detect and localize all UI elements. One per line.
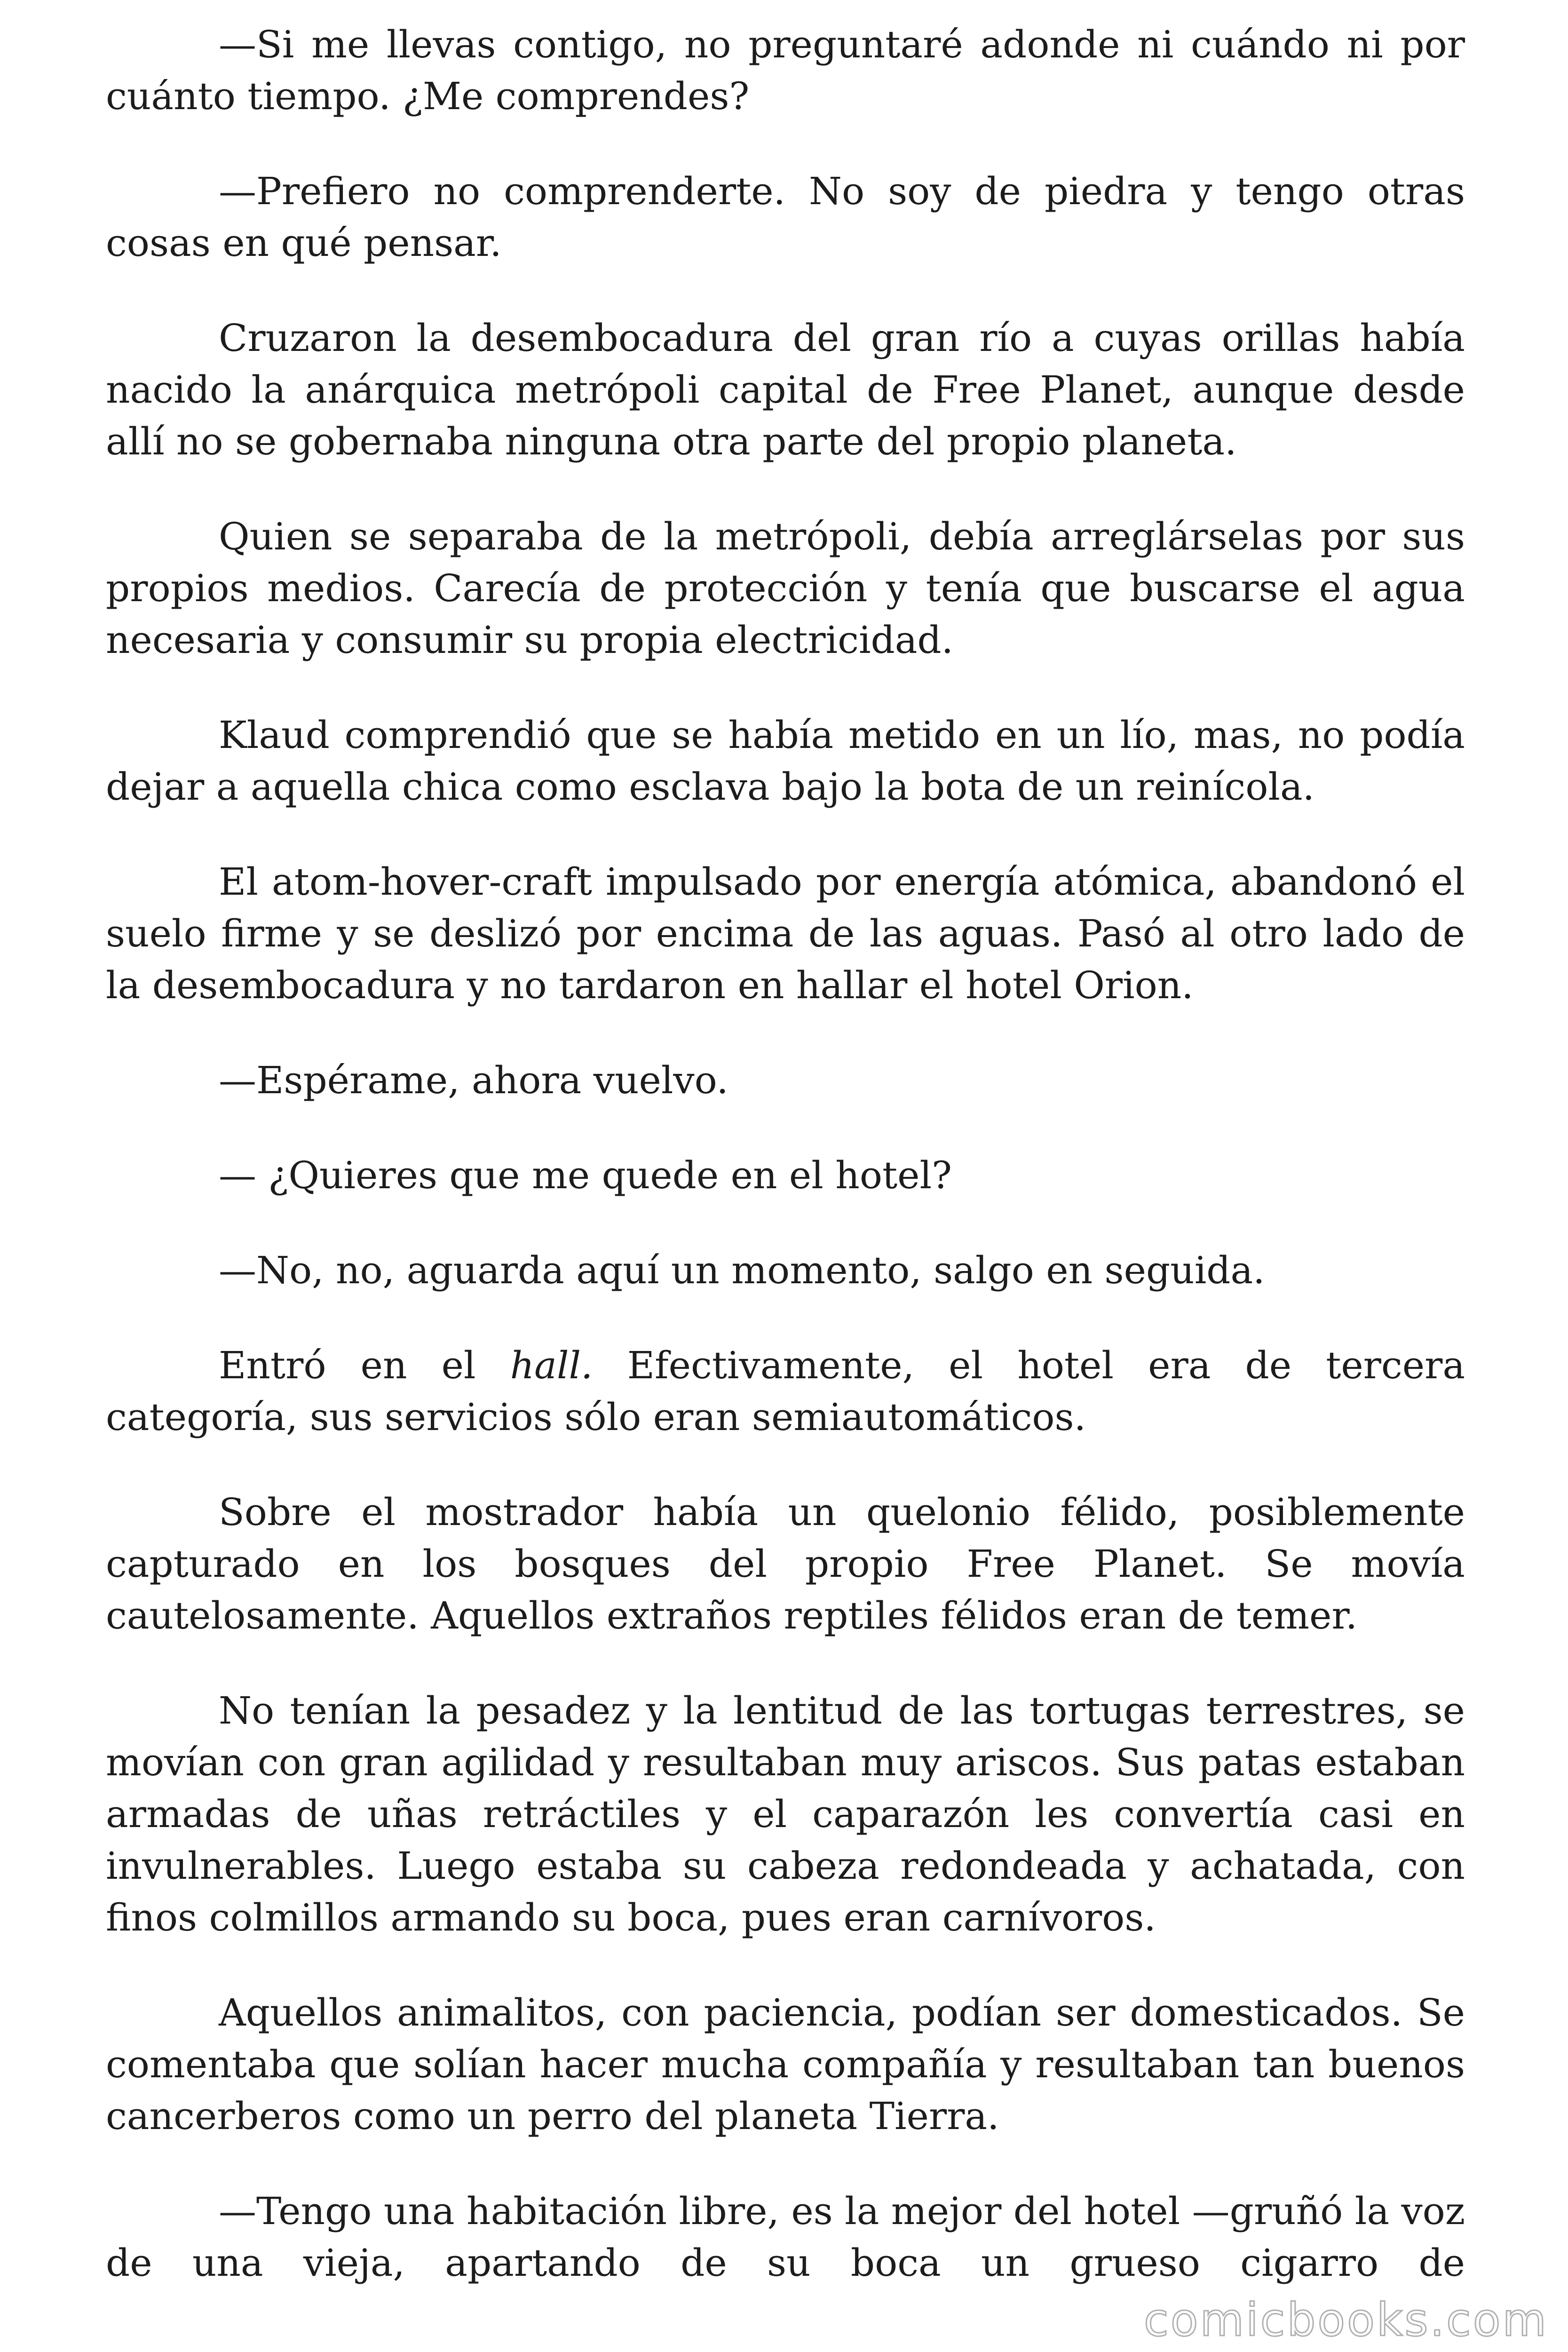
paragraph: —Prefiero no comprenderte. No soy de piedra y tengo otras cosas en qué pensar. xyxy=(106,169,1465,265)
paragraph: Aquellos animalitos, con paciencia, podían ser domesticados. Se comentaba que solían hacer mucha compañía y resultaban tan buenos cancerberos como un perro del planeta Tierra. xyxy=(106,1991,1465,2138)
paragraph-text: Entró en el xyxy=(219,1343,510,1387)
watermark: comicbooks.com xyxy=(1143,2294,1548,2346)
paragraph: —Si me llevas contigo, no preguntaré adonde ni cuándo ni por cuánto tiempo. ¿Me comprendes? xyxy=(106,23,1465,118)
paragraph: Sobre el mostrador había un quelonio félido, posiblemente capturado en los bosques del propio Free Planet. Se movía cautelosamente. Aquellos extraños reptiles félidos eran de temer. xyxy=(106,1490,1465,1637)
paragraph: El atom-hover-craft impulsado por energía atómica, abandonó el suelo firme y se deslizó por encima de las aguas. Pasó al otro lado de la desembocadura y no tardaron en hallar el hotel Orion. xyxy=(106,860,1465,1007)
paragraph: —Tengo una habitación libre, es la mejor del hotel —gruñó la voz de una vieja, apartando de su boca un grueso cigarro de xyxy=(106,2189,1465,2285)
paragraph: Klaud comprendió que se había metido en un lío, mas, no podía dejar a aquella chica como esclava bajo la bota de un reinícola. xyxy=(106,713,1465,809)
italic-term: hall. xyxy=(510,1343,593,1387)
book-page xyxy=(106,19,1465,2332)
paragraph: — ¿Quieres que me quede en el hotel? xyxy=(219,1153,952,1197)
paragraph: —Espérame, ahora vuelvo. xyxy=(219,1058,729,1102)
paragraph: Quien se separaba de la metrópoli, debía arreglárselas por sus propios medios. Carecía de protección y tenía que buscarse el agua necesaria y consumir su propia electricidad. xyxy=(106,515,1465,662)
paragraph-text: Efectivamente, el hotel era de tercera categoría, sus servicios sólo eran semiautomáticos. xyxy=(106,1343,1465,1439)
paragraph: Cruzaron la desembocadura del gran río a cuyas orillas había nacido la anárquica metrópoli capital de Free Planet, aunque desde allí no se gobernaba ninguna otra parte del propio planeta. xyxy=(106,316,1465,463)
paragraph xyxy=(106,1340,1465,1443)
paragraph: No tenían la pesadez y la lentitud de las tortugas terrestres, se movían con gran agilidad y resultaban muy ariscos. Sus patas estaban armadas de uñas retráctiles y el caparazón les convertía casi en invulnerables. Luego estaba su cabeza redondeada y achatada, con finos colmillos armando su boca, pues eran carnívoros. xyxy=(106,1689,1465,1939)
paragraph: —No, no, aguarda aquí un momento, salgo en seguida. xyxy=(219,1248,1265,1292)
